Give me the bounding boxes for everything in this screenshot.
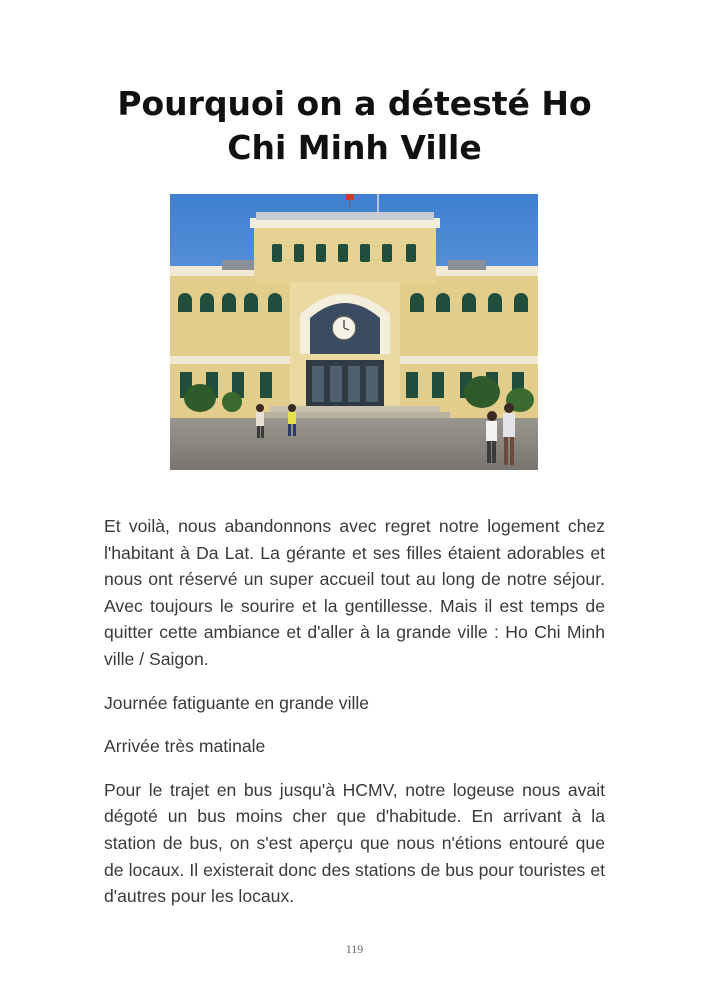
page-title: Pourquoi on a détesté Ho Chi Minh Ville [117, 84, 592, 167]
body-text [104, 513, 605, 927]
page-number: 119 [345, 942, 364, 956]
post-office-photo [170, 194, 538, 470]
subheading: Journée fatiguante en grande ville [104, 692, 370, 713]
subheading: Arrivée très matinale [104, 736, 266, 757]
paragraph: Pour le trajet en bus jusqu'à HCMV, notre logeuse nous avait dégoté un bus moins cher que d'habitude. En arrivant à la station de bus, on s'est aperçu que nous n'étions entouré que de locaux. Il existerait donc des stations de bus pour touristes et d'autres pour les locaux. [104, 779, 605, 907]
paragraph: Et voilà, nous abandonnons avec regret notre logement chez l'habitant à Da Lat. La gérante et ses filles étaient adorables et nous ont réservé un super accueil tout au long de notre séjour. Avec toujours le sourire et la gentillesse. Mais il est temps de quitter cette ambiance et d'aller à la grande ville : Ho Chi Minh ville / Saigon. [104, 516, 605, 669]
